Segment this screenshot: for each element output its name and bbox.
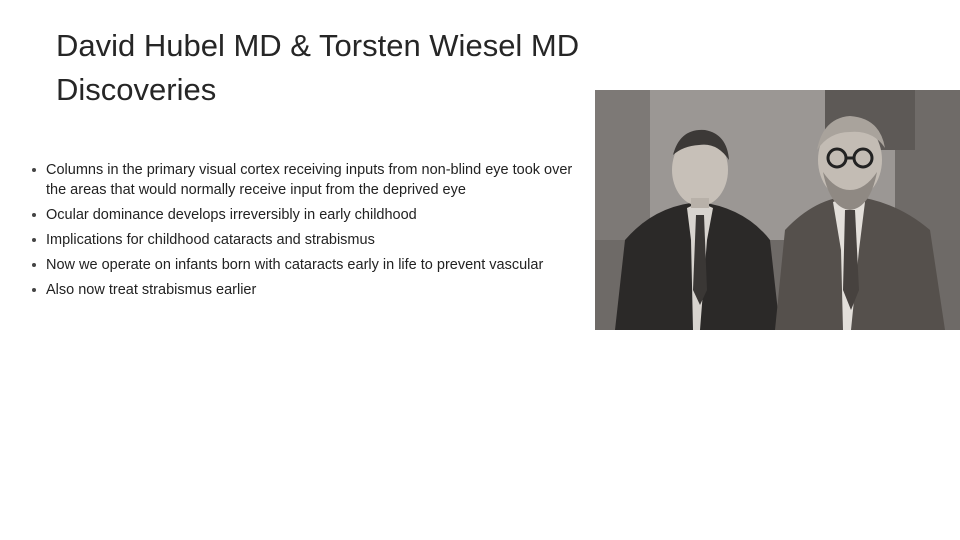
bullet-text: Columns in the primary visual cortex receiving inputs from non-blind eye took over the areas that would normally receive input from the deprived eye [46,162,573,198]
slide-title-line-2: Discoveries [56,72,217,107]
bullet-item [24,160,584,200]
bullet-item [24,255,584,275]
bullet-item [24,205,584,225]
bullet-icon [32,238,36,242]
slide-title [56,24,596,112]
bullet-item [24,230,584,250]
bullet-item [24,280,584,300]
bullet-list [24,160,584,305]
bullet-text: Now we operate on infants born with cataracts early in life to prevent vascular [46,257,544,273]
bullet-icon [32,288,36,292]
bullet-icon [32,168,36,172]
bullet-text: Implications for childhood cataracts and strabismus [46,232,375,248]
bullet-text: Also now treat strabismus earlier [46,282,257,298]
bullet-text: Ocular dominance develops irreversibly in early childhood [46,207,417,223]
bullet-icon [32,213,36,217]
portrait-photo [595,90,960,330]
photo-of-two-men-icon [595,90,960,330]
bullet-icon [32,263,36,267]
slide-title-line-1: David Hubel MD & Torsten Wiesel MD [56,28,580,63]
